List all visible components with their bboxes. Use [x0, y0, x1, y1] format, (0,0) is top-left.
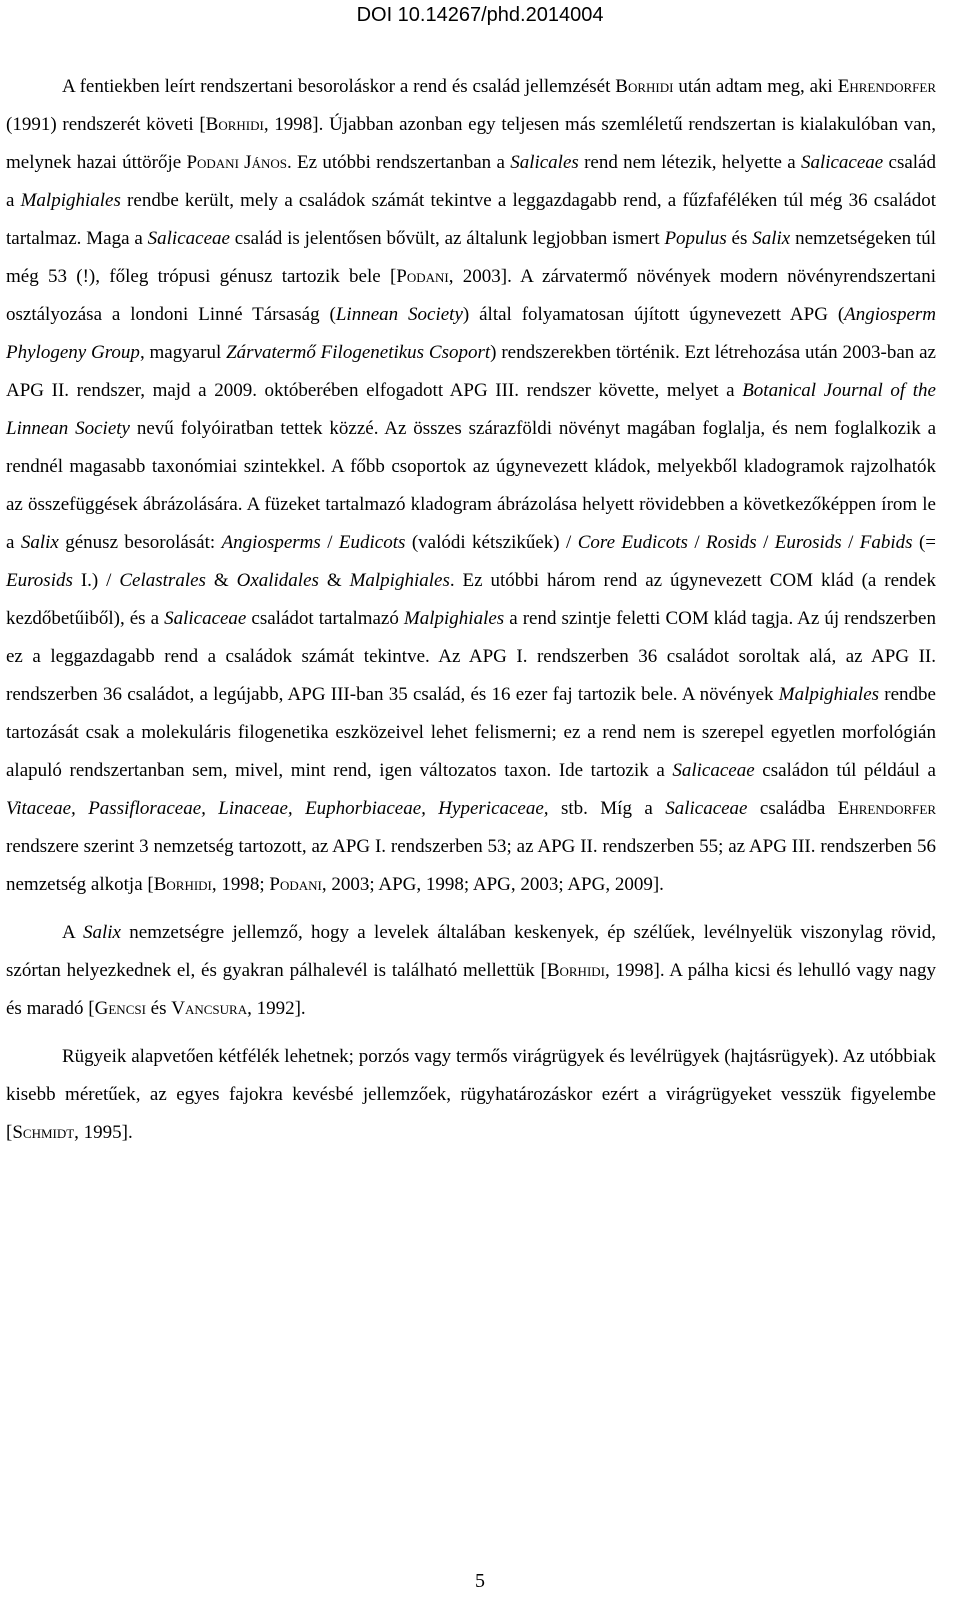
text-run: Eurosids: [6, 570, 73, 591]
text-run: Vancsura: [171, 998, 248, 1019]
text-run: , 1998;: [211, 874, 270, 895]
text-run: Salicaceae: [164, 608, 247, 629]
text-run: , 1998]. A pálha kicsi és lehulló vagy nagy és maradó [: [6, 960, 936, 1019]
text-run: , 1992].: [247, 998, 306, 1019]
paragraph: [6, 914, 936, 1028]
text-run: Borhidi: [546, 960, 605, 981]
text-run: Salicaceae: [800, 152, 884, 173]
text-run: /: [756, 532, 775, 553]
text-run: Botanical Journal of the Linnean Society: [6, 380, 936, 439]
text-run: Angiosperms: [221, 532, 321, 553]
text-run: Ehrendorfer: [837, 798, 937, 819]
page-number: 5: [475, 1570, 485, 1592]
text-run: , 1998]. Újabban azonban egy teljesen más szemléletű rendszertan is kialakulóban van, melynek hazai úttörője: [6, 114, 936, 173]
text-run: Angiosperm Phylogeny Group: [6, 304, 936, 363]
text-run: . Ez utóbbi három rend az úgynevezett COM klád (a rendek kezdőbetűiből), és a: [6, 570, 936, 629]
text-run: Malpighiales: [778, 684, 880, 705]
doi-header: DOI 10.14267/phd.2014004: [356, 4, 604, 26]
text-run: Schmidt: [12, 1122, 75, 1143]
text-run: nemzetségeken túl még 53 (!), főleg trópusi génusz tartozik bele [: [6, 228, 937, 287]
text-run: rendbe tartozását csak a molekuláris filogenetika eszközeivel lehet felismerni; ez a rend nem is szerepel egyetlen morfológián alapuló rendszertanban sem, mivel, mint rend, igen változatos taxon. Ide tartozik a: [6, 684, 936, 781]
text-run: Salix: [752, 228, 791, 249]
text-run: család is jelentősen bővült, az általunk legjobban ismert: [229, 228, 665, 249]
text-run: ) által folyamatosan újított úgynevezett APG (: [462, 304, 845, 325]
text-run: Salicaceae: [147, 228, 230, 249]
text-run: /: [320, 532, 339, 553]
paragraph: [6, 1038, 936, 1152]
text-run: , 2003]. A zárvatermő növények modern növényrendszertani osztályozása a londoni Linné Társaság (: [6, 266, 936, 325]
text-run: és: [145, 998, 172, 1019]
text-run: Podani: [396, 266, 449, 287]
text-run: Malpighiales: [349, 570, 450, 591]
text-run: Populus: [664, 228, 727, 249]
text-run: Salicales: [510, 152, 579, 173]
text-run: Eudicots: [338, 532, 406, 553]
text-run: Vitaceae, Passifloraceae, Linaceae, Euphorbiaceae, Hypericaceae,: [6, 798, 549, 819]
text-run: és: [726, 228, 753, 249]
text-run: A fentiekben leírt rendszertani besoroláskor a rend és család jellemzését: [62, 76, 616, 97]
text-run: a rend szintje feletti COM klád tagja. Az új rendszerben ez a leggazdagabb rend a családok számát tekintve. Az APG I. rendszerben 36 családot soroltak alá, az APG II. rendszerben 36 családot, a legújabb, APG III-ban 35 család, és 16 ezer faj tartozik bele. A növények: [6, 608, 936, 705]
text-run: , magyarul: [139, 342, 227, 363]
text-run: családon túl például a: [754, 760, 936, 781]
text-run: Eurosids: [774, 532, 842, 553]
text-run: Podani: [269, 874, 322, 895]
paragraph: [6, 68, 936, 904]
text-run: család a: [6, 152, 936, 211]
text-run: &: [318, 570, 350, 591]
text-run: Fabids: [859, 532, 913, 553]
text-run: Borhidi: [205, 114, 264, 135]
text-run: rendbe került, mely a családok számát tekintve a leggazdagabb rend, a fűzfaféléken túl még 36 családot tartalmaz. Maga a: [6, 190, 936, 249]
text-run: (1991) rendszerét követi [: [6, 114, 206, 135]
text-run: &: [205, 570, 237, 591]
text-run: Salix: [20, 532, 59, 553]
text-run: családot tartalmazó: [246, 608, 404, 629]
text-run: Podani János: [186, 152, 287, 173]
text-run: Linnean Society: [335, 304, 463, 325]
text-run: Oxalidales: [236, 570, 319, 591]
text-run: stb. Míg a: [548, 798, 666, 819]
text-run: nemzetségre jellemző, hogy a levelek általában keskenyek, ép szélűek, levélnyelük viszonylag rövid, szórtan helyezkednek el, és gyakran pálhalevél is található mellettük [: [6, 922, 936, 981]
text-run: Malpighiales: [403, 608, 505, 629]
text-run: (=: [912, 532, 936, 553]
text-run: Malpighiales: [20, 190, 121, 211]
text-run: I.) /: [72, 570, 120, 591]
text-run: ) rendszerekben történik. Ezt létrehozása után 2003-ban az APG II. rendszer, majd a 2009. októberében elfogadott APG III. rendszer követte, melyet a: [6, 342, 936, 401]
body-text: [6, 68, 936, 1152]
text-run: Celastrales: [119, 570, 206, 591]
text-run: Borhidi: [153, 874, 212, 895]
text-run: Core Eudicots: [577, 532, 688, 553]
text-run: Salicaceae: [672, 760, 755, 781]
text-run: génusz besorolását:: [58, 532, 222, 553]
text-run: (valódi kétszikűek) /: [405, 532, 578, 553]
text-run: Borhidi: [615, 76, 674, 97]
text-run: Rügyeik alapvetően kétfélék lehetnek; porzós vagy termős virágrügyek és levélrügyek (hajtásrügyek). Az utóbbiak kisebb méretűek, az egyes fajokra kevésbé jellemzőek, rügyhatározáskor ezért a virágrügyeket vesszük figyelembe [: [6, 1046, 936, 1143]
text-run: után adtam meg, aki: [673, 76, 838, 97]
text-run: /: [687, 532, 707, 553]
text-run: Gencsi: [94, 998, 146, 1019]
text-run: . Ez utóbbi rendszertanban a: [286, 152, 511, 173]
text-run: rendszere szerint 3 nemzetség tartozott, az APG I. rendszerben 53; az APG II. rendszerben 55; az APG III. rendszerben 56 nemzetség alkotja [: [6, 836, 936, 895]
text-run: /: [841, 532, 860, 553]
text-run: Salicaceae: [665, 798, 748, 819]
text-run: nevű folyóiratban tettek közzé. Az összes szárazföldi növényt magában foglalja, és nem foglalkozik a rendnél magasabb taxonómiai szintekkel. A főbb csoportok az úgynevezett kládok, melyekből kladogramok rajzolhatók az összefüggések ábrázolására. A füzeket tartalmazó kladogram ábrázolása helyett rövidebben a következőképpen írom le a: [6, 418, 937, 553]
text-run: Salix: [82, 922, 121, 943]
text-run: családba: [747, 798, 838, 819]
text-run: A: [62, 922, 83, 943]
text-run: Ehrendorfer: [837, 76, 937, 97]
text-run: , 1995].: [74, 1122, 133, 1143]
text-run: , 2003; APG, 1998; APG, 2003; APG, 2009].: [321, 874, 664, 895]
text-run: rend nem létezik, helyette a: [578, 152, 801, 173]
text-run: Rosids: [706, 532, 757, 553]
text-run: Zárvatermő Filogenetikus Csoport: [226, 342, 491, 363]
